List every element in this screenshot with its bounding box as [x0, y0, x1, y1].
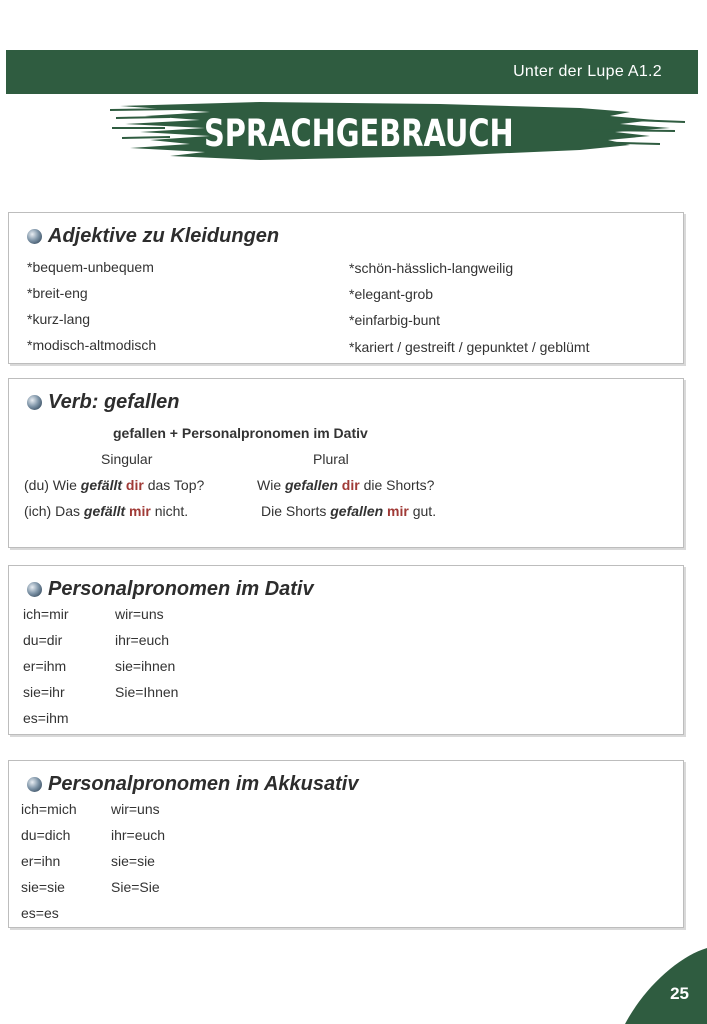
list-item: *elegant-grob — [349, 286, 434, 302]
rule-subtitle: gefallen + Personalpronomen im Dativ — [113, 425, 368, 441]
section-adjectives — [8, 212, 684, 364]
column-label-plural: Plural — [313, 451, 349, 467]
list-item: wir=uns — [111, 801, 160, 817]
section-title-text: Personalpronomen im Akkusativ — [48, 773, 359, 795]
page-number: 25 — [670, 984, 689, 1003]
page-corner-graphic — [625, 948, 707, 1024]
list-item: ich=mich — [21, 801, 77, 817]
bullet-icon — [27, 395, 42, 410]
section-title — [27, 773, 358, 796]
list-item: ihr=euch — [115, 632, 170, 648]
list-item: du=dir — [23, 632, 63, 648]
example-sentence: Wie gefallen dir die Shorts? — [257, 477, 435, 493]
section-title-text: Adjektive zu Kleidungen — [48, 225, 280, 247]
list-item: *einfarbig-bunt — [349, 312, 441, 328]
bullet-icon — [27, 777, 42, 792]
section-title — [27, 578, 314, 601]
list-item: sie=ihnen — [115, 658, 176, 674]
list-item: *bequem-unbequem — [27, 259, 154, 275]
example-sentence: (du) Wie gefällt dir das Top? — [24, 477, 205, 493]
list-item: du=dich — [21, 827, 71, 843]
list-item: ich=mir — [23, 606, 69, 622]
page-title: SPRACHGEBRAUCH — [204, 112, 514, 155]
section-title-text: Verb: gefallen — [48, 391, 180, 413]
section-verb-gefallen — [8, 378, 684, 548]
list-item: Sie=Sie — [111, 879, 160, 895]
section-title-text: Personalpronomen im Dativ — [48, 578, 314, 600]
list-item: *modisch-altmodisch — [27, 337, 157, 353]
list-item: *kurz-lang — [27, 311, 91, 327]
bullet-icon — [27, 582, 42, 597]
list-item: wir=uns — [115, 606, 164, 622]
list-item: ihr=euch — [111, 827, 166, 843]
list-item: es=es — [21, 905, 59, 921]
bullet-icon — [27, 229, 42, 244]
list-item: *schön-hässlich-langweilig — [349, 260, 514, 276]
example-sentence: (ich) Das gefällt mir nicht. — [24, 503, 189, 519]
section-title — [27, 225, 279, 248]
section-akkusativ — [8, 760, 684, 928]
list-item: er=ihn — [21, 853, 61, 869]
header-bar — [6, 50, 698, 94]
list-item: *kariert / gestreift / gepunktet / geblümt — [349, 339, 590, 355]
list-item: sie=sie — [111, 853, 155, 869]
list-item: Sie=Ihnen — [115, 684, 179, 700]
column-label-singular: Singular — [101, 451, 153, 467]
title-banner — [110, 98, 690, 170]
list-item: *breit-eng — [27, 285, 88, 301]
list-item: sie=sie — [21, 879, 65, 895]
example-sentence: Die Shorts gefallen mir gut. — [261, 503, 437, 519]
section-dativ — [8, 565, 684, 735]
list-item: sie=ihr — [23, 684, 65, 700]
list-item: es=ihm — [23, 710, 69, 726]
series-title: Unter der Lupe A1.2 — [513, 63, 662, 80]
section-title — [27, 391, 180, 414]
list-item: er=ihm — [23, 658, 67, 674]
